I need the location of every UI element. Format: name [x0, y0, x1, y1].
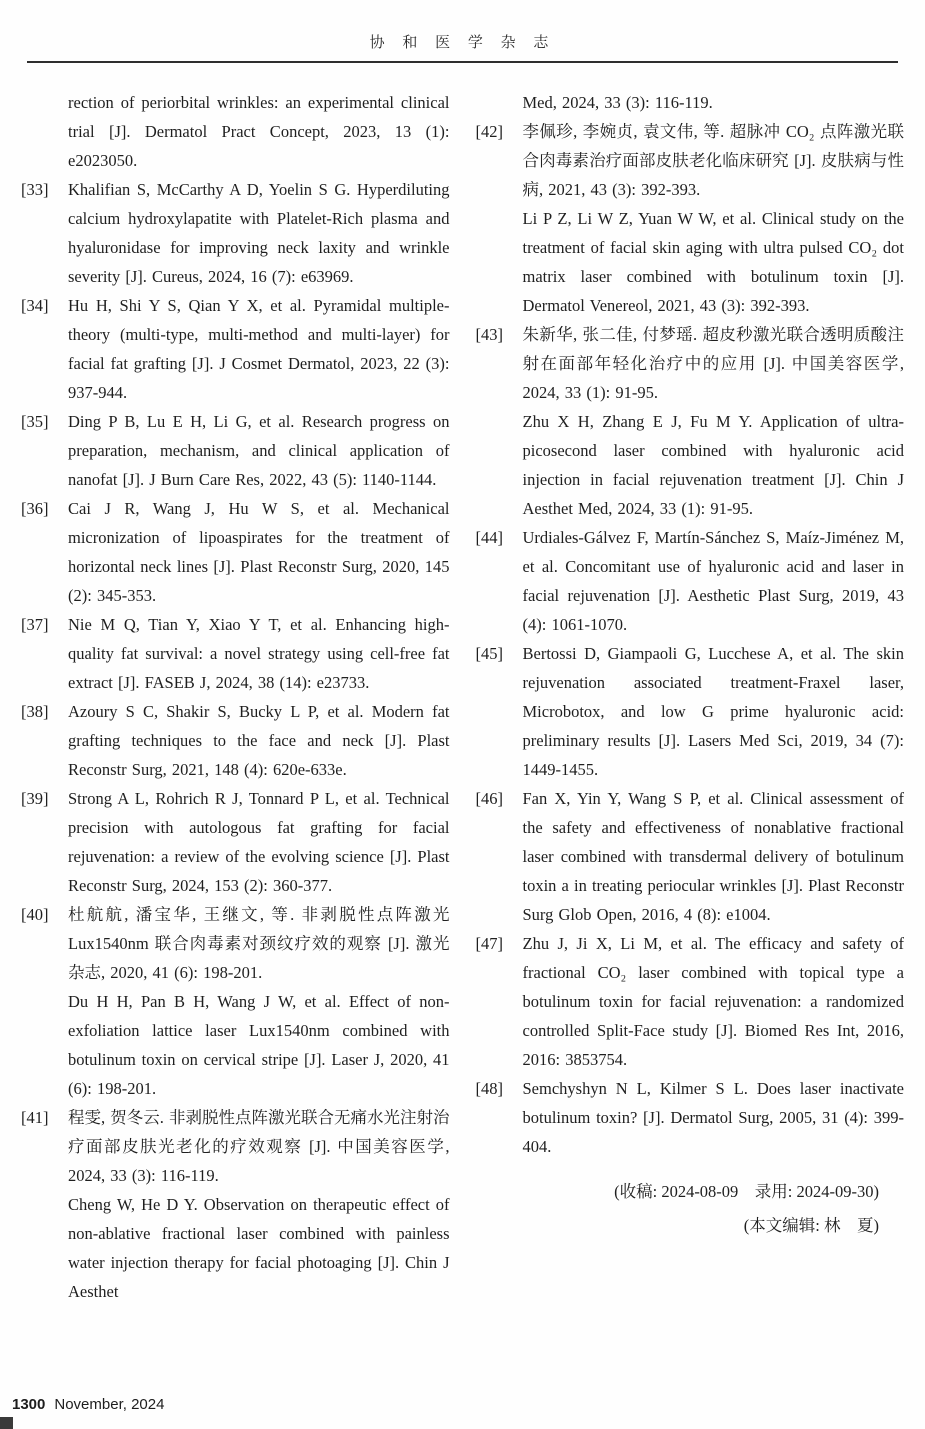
reference-entry	[21, 697, 450, 784]
reference-text: 程雯, 贺冬云. 非剥脱性点阵激光联合无痛水光注射治疗面部皮肤光老化的疗效观察 [J]. 中国美容医学, 2024, 33 (3): 116-119.	[68, 1108, 450, 1185]
page-number: 1300	[12, 1396, 46, 1413]
reference-entry	[476, 784, 905, 929]
reference-number: [37]	[21, 615, 49, 634]
reference-translation: Du H H, Pan B H, Wang J W, et al. Effect of non-exfoliation lattice laser Lux1540nm combined with botulinum toxin on cervical stripe [J]. Laser J, 2020, 41 (6): 198-201.	[68, 992, 450, 1098]
reference-text: Zhu J, Ji X, Li M, et al. The efficacy and safety of fractional CO₂ laser combined with topical type a botulinum toxin for facial rejuvenation: a randomized controlled Split-Face study [J]. Biomed Res Int, 2016, 2016: 3853754.	[522, 934, 904, 1069]
reference-text: Nie M Q, Tian Y, Xiao Y T, et al. Enhancing high-quality fat survival: a novel strategy using cell-free fat extract [J]. FASEB J, 2024, 38 (14): e23733.	[68, 615, 450, 692]
reference-body	[68, 175, 450, 291]
reference-number: [38]	[21, 702, 49, 721]
reference-number: [45]	[475, 644, 503, 663]
reference-number: [47]	[475, 934, 503, 953]
reference-translation: Zhu X H, Zhang E J, Fu M Y. Application of ultra-picosecond laser combined with hyaluronic acid injection in facial rejuvenation treatment [J]. Chin J Aesthet Med, 2024, 33 (1): 91-95.	[522, 412, 904, 518]
reference-entry	[476, 929, 905, 1074]
reference-text: Urdiales-Gálvez F, Martín-Sánchez S, Maíz-Jiménez M, et al. Concomitant use of hyaluronic acid and laser in facial rejuvenation [J]. Aesthetic Plast Surg, 2019, 43 (4): 1061-1070.	[522, 528, 904, 634]
reference-entry	[21, 494, 450, 610]
reference-body	[68, 900, 450, 1103]
reference-text: 朱新华, 张二佳, 付梦瑶. 超皮秒激光联合透明质酸注射在面部年轻化治疗中的应用 [J]. 中国美容医学, 2024, 33 (1): 91-95.	[522, 325, 904, 402]
reference-entry	[21, 291, 450, 407]
reference-number: [43]	[475, 325, 503, 344]
reference-number: [34]	[21, 296, 49, 315]
reference-text: 李佩珍, 李婉贞, 袁文伟, 等. 超脉冲 CO₂ 点阵激光联合肉毒素治疗面部皮肤老化临床研究 [J]. 皮肤病与性病, 2021, 43 (3): 392-393.	[522, 122, 904, 199]
reference-number: [44]	[475, 528, 503, 547]
reference-translation: Li P Z, Li W Z, Yuan W W, et al. Clinical study on the treatment of facial skin aging with ultra pulsed CO₂ dot matrix laser combined with botulinum toxin [J]. Dermatol Venereol, 2021, 43 (3): 392-393.	[522, 209, 904, 315]
reference-body	[68, 407, 450, 494]
reference-number: [33]	[21, 180, 49, 199]
reference-body	[523, 784, 905, 929]
reference-body	[68, 494, 450, 610]
reference-number: [35]	[21, 412, 49, 431]
reference-number	[21, 88, 68, 175]
reference-text: Bertossi D, Giampaoli G, Lucchese A, et al. The skin rejuvenation associated treatment-Fraxel laser, Microbotox, and low G prime hyaluronic acid: preliminary results [J]. Lasers Med Sci, 2019, 34 (7): 1449-1455.	[522, 644, 904, 779]
reference-body	[523, 88, 905, 117]
reference-translation: Cheng W, He D Y. Observation on therapeutic effect of non-ablative fractional laser combined with painless water injection therapy for facial photoaging [J]. Chin J Aesthet	[68, 1195, 450, 1301]
reference-text: rection of periorbital wrinkles: an experimental clinical trial [J]. Dermatol Pract Concept, 2023, 13 (1): e2023050.	[68, 93, 450, 170]
reference-body	[68, 1103, 450, 1306]
reference-text: Strong A L, Rohrich R J, Tonnard P L, et al. Technical precision with autologous fat grafting for facial rejuvenation: a review of the evolving science [J]. Plast Reconstr Surg, 2024, 153 (2): 360-377.	[68, 789, 450, 895]
references-right-column	[476, 88, 905, 1243]
reference-text: Azoury S C, Shakir S, Bucky L P, et al. Modern fat grafting techniques to the face and neck [J]. Plast Reconstr Surg, 2021, 148 (4): 620e-633e.	[68, 702, 450, 779]
reference-number: [46]	[475, 789, 503, 808]
reference-number: [48]	[475, 1079, 503, 1098]
reference-body	[523, 523, 905, 639]
reference-entry	[21, 407, 450, 494]
reference-text: Semchyshyn N L, Kilmer S L. Does laser inactivate botulinum toxin? [J]. Dermatol Surg, 2005, 31 (4): 399-404.	[522, 1079, 904, 1156]
reference-entry	[476, 320, 905, 523]
page-footer	[12, 1396, 164, 1413]
reference-number: [40]	[21, 905, 49, 924]
reference-body	[68, 610, 450, 697]
reference-number: [36]	[21, 499, 49, 518]
reference-entry	[476, 88, 905, 117]
reference-body	[68, 88, 450, 175]
reference-number: [42]	[475, 122, 503, 141]
reference-number: [39]	[21, 789, 49, 808]
reference-entry	[476, 639, 905, 784]
reference-body	[523, 117, 905, 320]
reference-entry	[21, 784, 450, 900]
reference-text: Khalifian S, McCarthy A D, Yoelin S G. Hyperdiluting calcium hydroxylapatite with Platelet-Rich plasma and hyaluronidase for improving neck laxity and wrinkle severity [J]. Cureus, 2024, 16 (7): e63969.	[68, 180, 450, 286]
reference-text: Med, 2024, 33 (3): 116-119.	[522, 93, 713, 112]
end-matter	[476, 1175, 905, 1243]
reference-entry	[476, 117, 905, 320]
references-left-column	[21, 88, 450, 1306]
reference-text: Hu H, Shi Y S, Qian Y X, et al. Pyramidal multiple-theory (multi-type, multi-method and multi-layer) for facial fat grafting [J]. J Cosmet Dermatol, 2023, 22 (3): 937-944.	[68, 296, 450, 402]
reference-entry	[21, 175, 450, 291]
received-accepted-dates: (收稿: 2024-08-09 录用: 2024-09-30)	[614, 1182, 879, 1201]
reference-entry	[21, 610, 450, 697]
reference-body	[68, 291, 450, 407]
reference-entry	[476, 1074, 905, 1161]
reference-body	[523, 320, 905, 523]
reference-entry	[21, 900, 450, 1103]
reference-body	[523, 639, 905, 784]
issue-date: November, 2024	[54, 1396, 165, 1413]
reference-text: Fan X, Yin Y, Wang S P, et al. Clinical assessment of the safety and effectiveness of nonablative fractional laser combined with transdermal delivery of botulinum toxin a in treating periocular wrinkles [J]. Plast Reconstr Surg Glob Open, 2016, 4 (8): e1004.	[522, 789, 904, 924]
reference-body	[68, 784, 450, 900]
reference-body	[523, 929, 905, 1074]
references-section	[0, 63, 925, 1306]
editor-credit: (本文编辑: 林 夏)	[743, 1216, 879, 1235]
journal-title: 协 和 医 学 杂 志	[369, 35, 556, 51]
reference-text: 杜航航, 潘宝华, 王继文, 等. 非剥脱性点阵激光 Lux1540nm 联合肉毒素对颈纹疗效的观察 [J]. 激光杂志, 2020, 41 (6): 198-201.	[68, 905, 450, 982]
reference-text: Ding P B, Lu E H, Li G, et al. Research progress on preparation, mechanism, and clinical application of nanofat [J]. J Burn Care Res, 2022, 43 (5): 1140-1144.	[68, 412, 450, 489]
reference-entry	[21, 88, 450, 175]
reference-body	[68, 697, 450, 784]
scan-corner-mark	[0, 1417, 13, 1429]
reference-number: [41]	[21, 1108, 49, 1127]
reference-number	[476, 88, 523, 117]
reference-entry	[21, 1103, 450, 1306]
reference-text: Cai J R, Wang J, Hu W S, et al. Mechanical micronization of lipoaspirates for the treatment of horizontal neck lines [J]. Plast Reconstr Surg, 2020, 145 (2): 345-353.	[68, 499, 450, 605]
reference-body	[523, 1074, 905, 1161]
reference-entry	[476, 523, 905, 639]
